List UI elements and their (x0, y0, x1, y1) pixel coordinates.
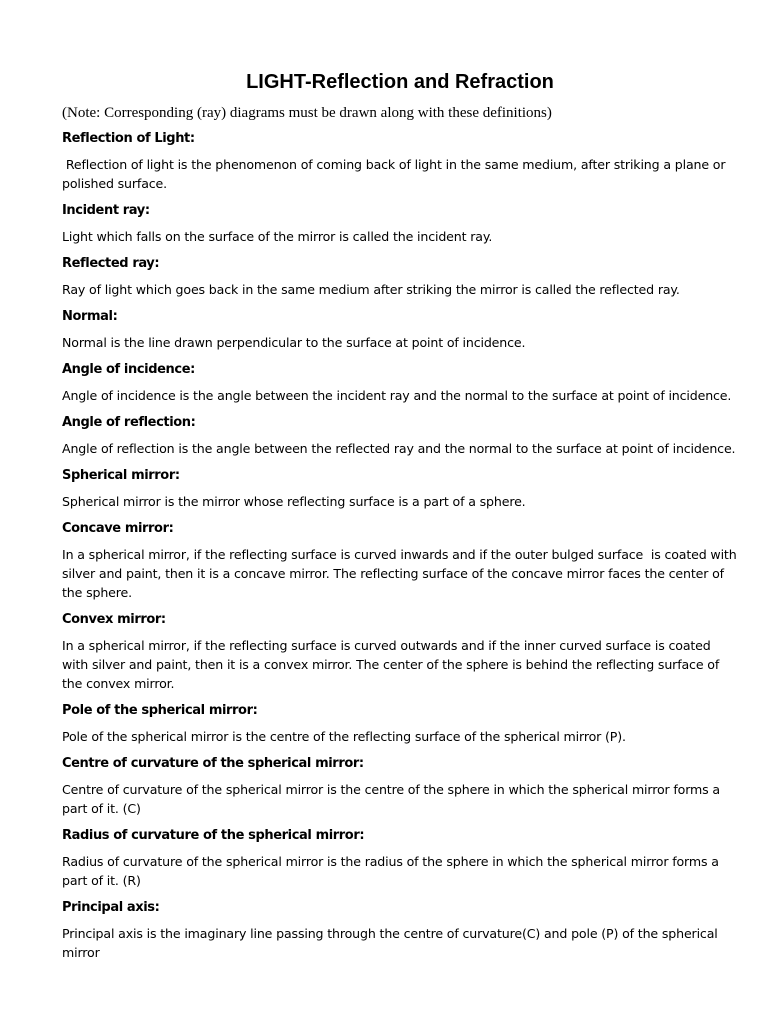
section-heading: Reflected ray: (62, 256, 160, 271)
section-body: Light which falls on the surface of the mirror is called the incident ray. (62, 229, 493, 244)
section-convex-mirror (62, 610, 738, 693)
section-heading: Radius of curvature of the spherical mirror: (62, 828, 365, 843)
section-body: Normal is the line drawn perpendicular to the surface at point of incidence. (62, 335, 526, 350)
section-heading: Normal: (62, 309, 118, 324)
section-pole (62, 701, 738, 746)
section-body: Centre of curvature of the spherical mirror is the centre of the sphere in which the spherical mirror forms a part of it. (C) (62, 782, 724, 816)
section-heading: Reflection of Light: (62, 131, 195, 146)
section-body: Angle of incidence is the angle between the incident ray and the normal to the surface at point of incidence. (62, 388, 732, 403)
document-page (62, 68, 741, 970)
section-body: Ray of light which goes back in the same medium after striking the mirror is called the reflected ray. (62, 282, 680, 297)
section-radius-of-curvature (62, 826, 738, 890)
section-heading: Incident ray: (62, 203, 150, 218)
section-heading: Centre of curvature of the spherical mirror: (62, 756, 364, 771)
section-body: Reflection of light is the phenomenon of coming back of light in the same medium, after striking a plane or polished surface. (62, 157, 730, 191)
section-angle-of-incidence (62, 360, 738, 405)
section-normal (62, 307, 738, 352)
section-heading: Pole of the spherical mirror: (62, 703, 258, 718)
section-body: Pole of the spherical mirror is the centre of the reflecting surface of the spherical mirror (P). (62, 729, 626, 744)
section-heading: Convex mirror: (62, 612, 166, 627)
section-body: Spherical mirror is the mirror whose reflecting surface is a part of a sphere. (62, 494, 526, 509)
section-heading: Spherical mirror: (62, 468, 180, 483)
section-reflection-of-light (62, 129, 738, 193)
section-principal-axis (62, 898, 738, 962)
section-concave-mirror (62, 519, 741, 602)
section-body: Principal axis is the imaginary line passing through the centre of curvature(C) and pole (P) of the spherical mirror (62, 926, 722, 960)
section-heading: Concave mirror: (62, 521, 174, 536)
section-body: In a spherical mirror, if the reflecting surface is curved inwards and if the outer bulged surface is coated with silver and paint, then it is a concave mirror. The reflecting surface of the concave mirror faces the center of the sphere. (62, 547, 741, 600)
section-heading: Angle of incidence: (62, 362, 195, 377)
section-heading: Angle of reflection: (62, 415, 196, 430)
section-reflected-ray (62, 254, 738, 299)
section-incident-ray (62, 201, 738, 246)
section-spherical-mirror (62, 466, 738, 511)
document-title: LIGHT-Reflection and Refraction (246, 71, 554, 93)
document-note: (Note: Corresponding (ray) diagrams must be drawn along with these definitions) (62, 105, 552, 121)
section-body: Angle of reflection is the angle between the reflected ray and the normal to the surface at point of incidence. (62, 441, 736, 456)
section-body: Radius of curvature of the spherical mirror is the radius of the sphere in which the spherical mirror forms a part of it. (R) (62, 854, 723, 888)
section-centre-of-curvature (62, 754, 738, 818)
section-heading: Principal axis: (62, 900, 160, 915)
section-angle-of-reflection (62, 413, 738, 458)
section-body: In a spherical mirror, if the reflecting surface is curved outwards and if the inner curved surface is coated with silver and paint, then it is a convex mirror. The center of the sphere is behind the reflecting surface of the convex mirror. (62, 638, 723, 691)
